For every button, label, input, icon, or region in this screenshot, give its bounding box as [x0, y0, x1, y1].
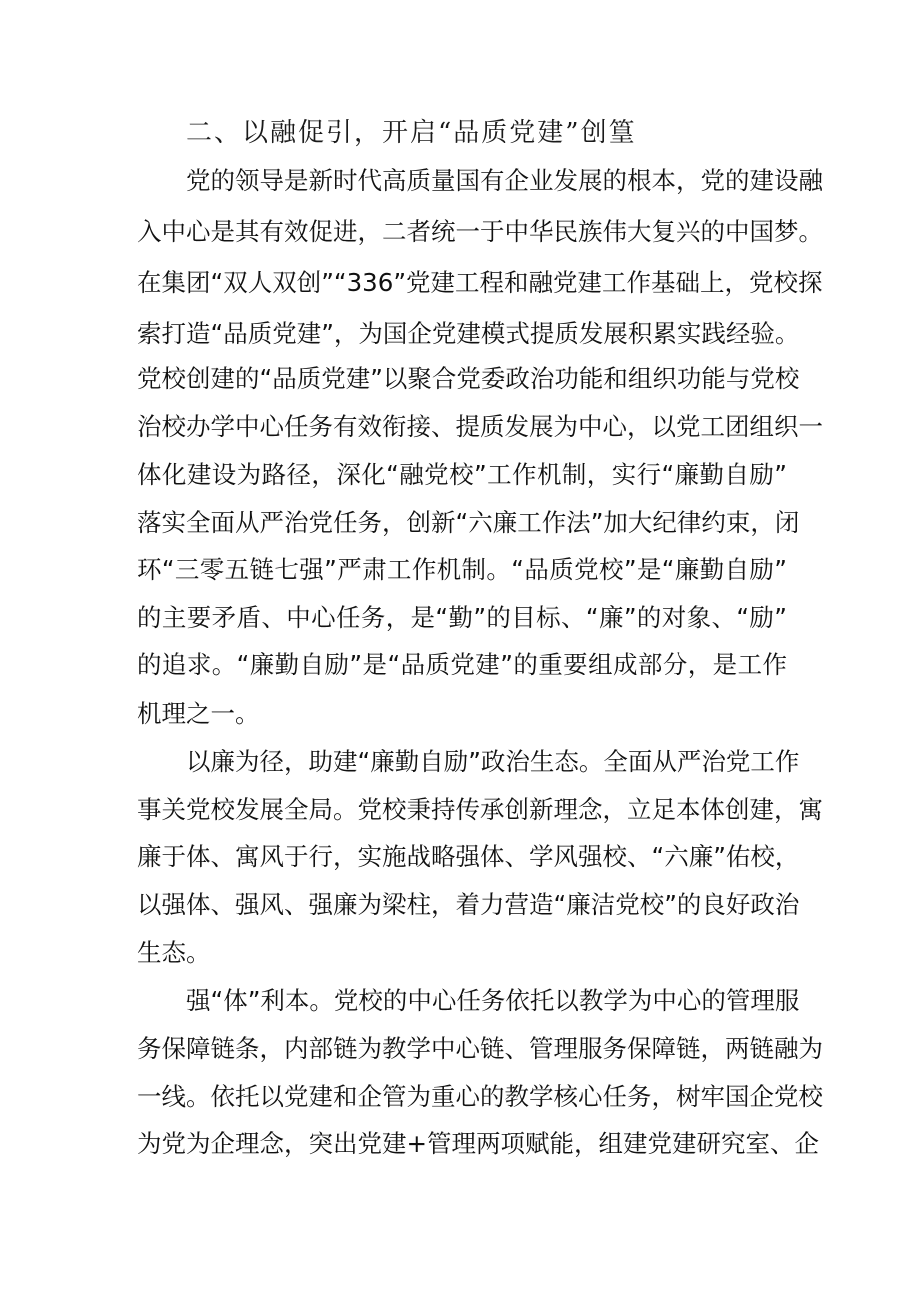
paragraph-1-line-8: 落实全面从严治党任务，创新“六廉工作法”加大纪律约束，闭: [137, 508, 800, 537]
paragraph-1-line-2: 入中心是其有效促进，二者统一于中华民族伟大复兴的中国梦。: [137, 217, 823, 246]
paragraph-1-line-12: 机理之一。: [137, 699, 260, 728]
paragraph-1-line-6: 治校办学中心任务有效衔接、提质发展为中心，以党工团组织一: [137, 412, 823, 441]
paragraph-3-line-2: 务保障链条，内部链为教学中心链、管理服务保障链，两链融为: [137, 1034, 823, 1063]
paragraph-2-line-4: 以强体、强风、强廉为梁柱，着力营造“廉洁党校”的良好政治: [137, 890, 800, 919]
paragraph-1-line-1: 党的领导是新时代高质量国有企业发展的根本，党的建设融: [186, 166, 823, 195]
paragraph-2-line-5: 生态。: [137, 938, 211, 967]
paragraph-1-line-4: 索打造“品质党建”，为国企党建模式提质发展积累实践经验。: [137, 319, 800, 348]
paragraph-1-line-7: 体化建设为路径，深化“融党校”工作机制，实行“廉勤自励”: [137, 460, 787, 489]
paragraph-1-line-11: 的追求。“廉勤自励”是“品质党建”的重要组成部分，是工作: [137, 650, 787, 679]
paragraph-1-line-9: 环“三零五链七强”严肃工作机制。“品质党校”是“廉勤自励”: [137, 555, 787, 584]
paragraph-1-line-5: 党校创建的“品质党建”以聚合党委政治功能和组织功能与党校: [137, 364, 800, 393]
paragraph-3-line-3: 一线。依托以党建和企管为重心的教学核心任务，树牢国企党校: [137, 1082, 823, 1111]
paragraph-1-line-3: 在集团“双人双创”“336”党建工程和融党建工作基础上，党校探: [137, 268, 823, 297]
section-heading: 二、以融促引，开启“品质党建”创篁: [186, 118, 637, 148]
paragraph-3-line-1: 强“体”利本。党校的中心任务依托以教学为中心的管理服: [186, 986, 800, 1015]
paragraph-2-line-1: 以廉为径，助建“廉勤自励”政治生态。全面从严治党工作: [186, 747, 800, 776]
paragraph-3-line-4: 为党为企理念，突出党建+管理两项赋能，组建党建研究室、企: [137, 1129, 820, 1158]
paragraph-1-line-10: 的主要矛盾、中心任务，是“勤”的目标、“廉”的对象、“励”: [137, 603, 787, 632]
paragraph-2-line-3: 廉于体、寓风于行，实施战略强体、学风强校、“六廉”佑校，: [137, 842, 800, 871]
paragraph-2-line-2: 事关党校发展全局。党校秉持传承创新理念，立足本体创建，寓: [137, 795, 823, 824]
